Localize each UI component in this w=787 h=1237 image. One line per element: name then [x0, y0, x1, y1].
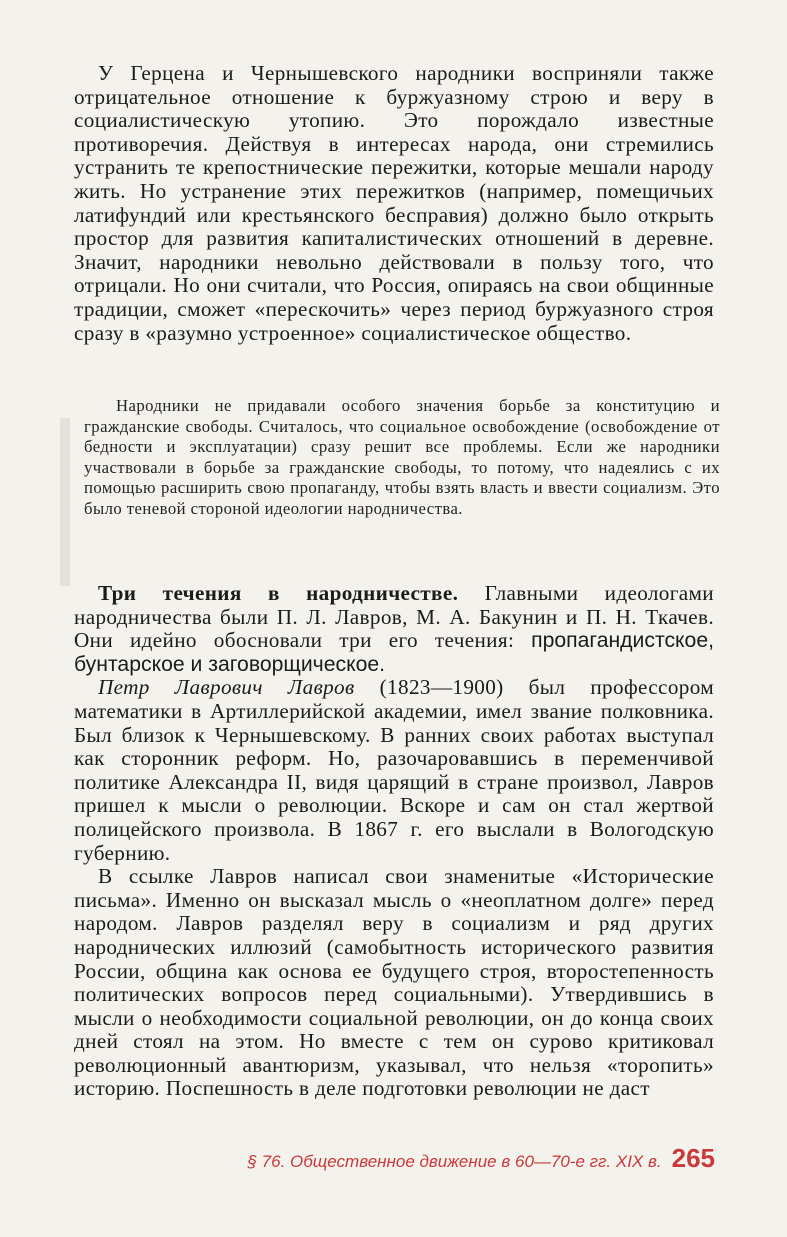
- footer-in-word: в: [501, 1152, 511, 1171]
- side-note: [60, 396, 720, 519]
- intro-paragraph-block: [74, 62, 714, 345]
- three-currents-list: пропагандистское, бунтарское и заговорщическое.: [74, 629, 714, 676]
- footer-section-title: § 76. Общественное движение: [247, 1152, 497, 1171]
- paragraph-lavrov-bio: [74, 676, 714, 865]
- lavrov-bio-text: (1823—1900) был профессором математики в Артиллерийской академии, имел звание полковника. Был близок к Чернышевскому. В ранних своих работах выступал как сторонник реформ. Но, разочаровавшись в переменчивой политике Александра II, видя царящий в стране произвол, Лавров пришел к мысли о революции. Вскоре и сам он стал жертвой полицейского произвола. В 1867 г. его выслали в Вологодскую губернию.: [74, 675, 715, 865]
- note-text: Народники не придавали особого значения борьбе за конституцию и гражданские свободы. Считалось, что социальное освобождение (освобождение от бедности и эксплуатации) сразу решит все проблемы. Если же народники участвовали в борьбе за гражданские свободы, то потому, что надеялись с их помощью расширить свою пропаганду, чтобы взять власть и ввести социализм. Это было теневой стороной идеологии народничества.: [84, 396, 720, 518]
- paragraph-populists-herzen: У Герцена и Чернышевского народники восприняли также отрицательное отношение к буржуазному строю и веру в социалистическую утопию. Это порождало известные противоречия. Действуя в интересах народа, они стремились устранить те крепостнические пережитки, которые мешали народу жить. Но устранение этих пережитков (например, помещичьих латифундий или крестьянского бесправия) должно было открыть простор для развития капиталистических отношений в деревне. Значит, народники невольно действовали в пользу того, что отрицали. Но они считали, что Россия, опираясь на свои общинные традиции, сможет «перескочить» через период буржуазного строя сразу в «разумно устроенное» социалистическое общество.: [74, 61, 714, 345]
- footer-period: 60—70-е гг. XIX: [514, 1152, 644, 1171]
- page-footer: [160, 1143, 715, 1174]
- paragraph-lavrov-exile: В ссылке Лавров написал свои знаменитые «Исторические письма». Именно он высказал мысль о «неоплатном долге» перед народом. Лавров разделял веру в социализм и ряд других народнических иллюзий (самобытность исторического развития России, община как основа ее будущего строя, второстепенность политических вопросов перед социальными). Утвердившись в мысли о необходимости социальной революции, он до конца своих дней стоял на этом. Но вместе с тем он сурово критиковал революционный авантюризм, указывал, что нельзя «торопить» историю. Поспешность в деле подготовки революции не даст: [74, 864, 714, 1101]
- paragraph-three-currents: [74, 582, 714, 676]
- lavrov-name: Петр Лаврович Лавров: [98, 675, 355, 700]
- three-currents-text: Главными идеологами народничества были П. Л. Лавров, М. А. Бакунин и П. Н. Ткачев. Они идейно обосновали три его течения:: [74, 581, 714, 653]
- main-paragraph-block: [74, 582, 714, 1101]
- page-number: 265: [671, 1143, 715, 1173]
- note-margin-bar: [60, 418, 70, 586]
- subheading-three-currents: Три течения в народничестве.: [98, 581, 459, 605]
- footer-century-abbr: в.: [648, 1152, 662, 1171]
